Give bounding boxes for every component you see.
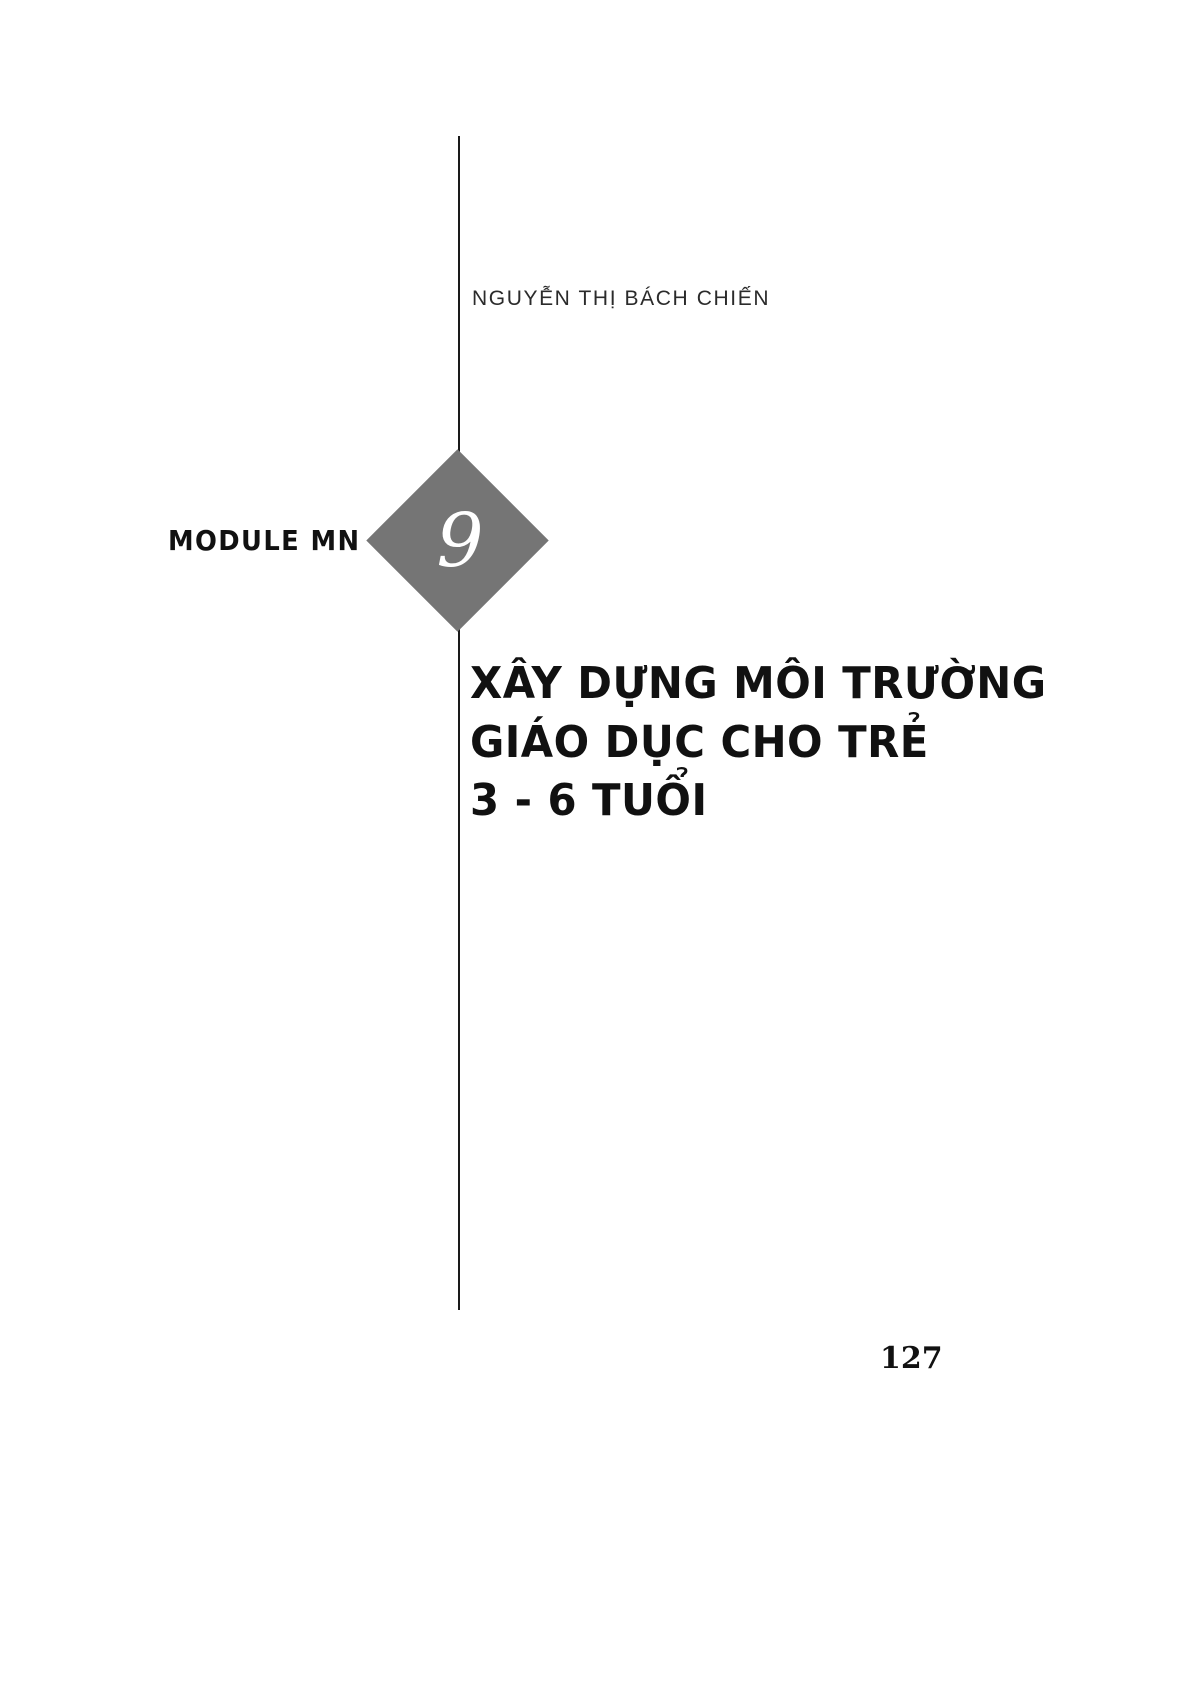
module-number: 9 — [436, 498, 484, 584]
author-name: NGUYỄN THỊ BÁCH CHIẾN — [472, 287, 771, 310]
module-label: MODULE MN — [168, 524, 361, 557]
title-line-2: GIÁO DỤC CHO TRẺ — [470, 716, 929, 768]
module-number-badge — [367, 450, 549, 632]
title-line-3: 3 - 6 TUỔI — [470, 775, 708, 827]
page-title — [470, 655, 1070, 831]
page-number: 127 — [880, 1341, 943, 1376]
vertical-divider-rule — [458, 136, 460, 1310]
title-line-1: XÂY DỰNG MÔI TRƯỜNG — [470, 658, 1047, 709]
